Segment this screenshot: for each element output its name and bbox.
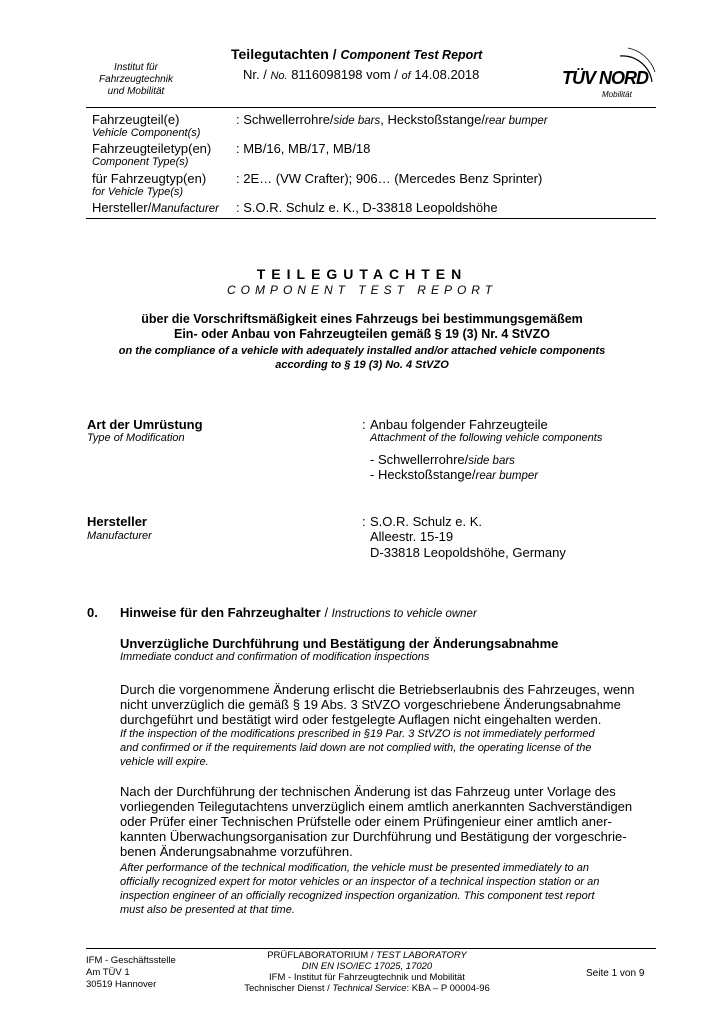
logo-subtext: Mobilität <box>602 90 632 99</box>
manufacturer-colon: : <box>362 514 366 529</box>
paragraph-line: vorliegenden Teilegutachtens unverzüglich einem amtlich anerkannten Sachverständigen <box>120 799 633 814</box>
vehicle-type-label: für Fahrzeugtyp(en) <box>92 171 207 186</box>
report-number: 8116098198 vom / <box>287 67 402 82</box>
paragraph-line: oder Prüfer einer Technischen Prüfstelle oder einem Prüfingenieur einer amtlich aner- <box>120 814 612 829</box>
modification-value-en: Attachment of the following vehicle components <box>370 432 603 444</box>
footer-address-line: 30519 Hannover <box>86 979 157 990</box>
footer-address-line: IFM - Geschäftsstelle <box>86 955 176 966</box>
component-value <box>236 112 548 127</box>
footer-standard: DIN EN ISO/IEC 17025, 17020 <box>301 961 433 972</box>
footer-lab-en: TEST LABORATORY <box>376 950 467 961</box>
modification-item-de: - Schwellerrohre/ <box>370 452 469 467</box>
paragraph-en <box>120 727 660 769</box>
component-value-part: : Schwellerrohre/ <box>236 112 334 127</box>
modification-label: Art der Umrüstung <box>87 417 203 432</box>
institute-line: Institut für <box>114 62 158 73</box>
paragraph-line: must also be presented at that time. <box>120 904 295 916</box>
component-label-en: Vehicle Component(s) <box>92 127 201 139</box>
component-type-value: : MB/16, MB/17, MB/18 <box>236 141 371 156</box>
page-number: Seite 1 von 9 <box>586 968 645 979</box>
manufacturer-label: Hersteller <box>87 514 147 529</box>
modification-item-en: side bars <box>468 455 515 467</box>
footer-service-id: : KBA – P 00004-96 <box>406 983 490 994</box>
modification-item-de: - Heckstoßstange/ <box>370 467 476 482</box>
section-title-de: Hinweise für den Fahrzeughalter <box>120 605 321 620</box>
section-title-en: Instructions to vehicle owner <box>331 608 477 620</box>
nr-label-en: No. <box>270 70 288 82</box>
footer-address <box>86 955 176 991</box>
logo-arc-icon <box>560 42 656 100</box>
footer-service-de: Technischer Dienst / <box>244 983 333 994</box>
vehicle-type-value: : 2E… (VW Crafter); 906… (Mercedes Benz Sprinter) <box>236 171 543 186</box>
footer-lab-de: PRÜFLABORATORIUM / <box>267 950 377 961</box>
footer-lab-info <box>200 950 534 994</box>
paragraph-line: durchgeführt und bestätigt wird oder festgelegte Auflagen nicht eingehalten werden. <box>120 712 602 727</box>
subtitle-en-line: according to § 19 (3) No. 4 StVZO <box>275 359 449 371</box>
modification-item <box>370 452 515 467</box>
component-type-label-en: Component Type(s) <box>92 156 189 168</box>
manufacturer-line: S.O.R. Schulz e. K. <box>370 514 482 529</box>
manufacturer-row-label-en: Manufacturer <box>151 203 220 215</box>
paragraph-line: benen Änderungsabnahme vorzuführen. <box>120 844 353 859</box>
modification-label-en: Type of Modification <box>87 432 185 444</box>
paragraph-en <box>120 861 660 917</box>
report-title-de: Teilegutachten <box>231 46 329 62</box>
header-divider <box>86 107 656 108</box>
manufacturer-label-en: Manufacturer <box>87 530 152 542</box>
footer-service-en: Technical Service <box>332 983 407 994</box>
paragraph-line: Durch die vorgenommene Änderung erlischt die Betriebserlaubnis des Fahrzeuges, wenn <box>120 682 635 697</box>
paragraph-line: nicht unverzüglich die gemäß § 19 Abs. 3 StVZO vorgeschriebene Änderungsabnahme <box>120 697 621 712</box>
manufacturer-line: D-33818 Leopoldshöhe, Germany <box>370 545 566 560</box>
tuv-nord-logo <box>560 42 656 100</box>
section-title <box>120 605 477 620</box>
paragraph-de <box>120 784 660 859</box>
modification-value: Anbau folgender Fahrzeugteile <box>370 417 548 432</box>
paragraph-line: and confirmed or if the requirements laid down are not complied with, the operating license of the <box>120 742 592 754</box>
paragraph-line: inspection engineer of an officially recognized inspection organization. This component test report <box>120 890 595 902</box>
footer-divider <box>86 948 656 949</box>
logo-text: TÜV NORD <box>562 68 648 88</box>
institute-name <box>82 62 190 98</box>
footer-service-line <box>200 983 534 994</box>
subtitle-en-line: on the compliance of a vehicle with adequately installed and/or attached vehicle components <box>118 345 606 357</box>
report-date: 14.08.2018 <box>410 67 480 82</box>
of-label: of <box>401 70 411 82</box>
paragraph-line: If the inspection of the modifications prescribed in §19 Par. 3 StVZO is not immediately performed <box>120 728 595 740</box>
notice-heading: Unverzügliche Durchführung und Bestätigung der Änderungsabnahme <box>120 636 559 651</box>
component-value-part-en: rear bumper <box>485 115 548 127</box>
component-value-part-en: side bars <box>333 115 381 127</box>
manufacturer-row-label <box>92 200 219 215</box>
subtitle-de-line: Ein- oder Anbau von Fahrzeugteilen gemäß § 19 (3) Nr. 4 StVZO <box>174 327 550 341</box>
paragraph-line: kannten Überwachungsorganisation zur Durchführung und Bestätigung der vorgeschrie- <box>120 829 627 844</box>
manufacturer-line: Alleestr. 15-19 <box>370 529 454 544</box>
nr-label: Nr. / <box>243 67 271 82</box>
paragraph-line: vehicle will expire. <box>120 756 209 768</box>
component-type-label: Fahrzeugteiletyp(en) <box>92 141 212 156</box>
title-separator: / <box>328 46 341 62</box>
paragraph-line: After performance of the technical modification, the vehicle must be presented immediately to an <box>120 862 589 874</box>
paragraph-line: Nach der Durchführung der technischen Änderung ist das Fahrzeug unter Vorlage des <box>120 784 616 799</box>
manufacturer-row-label-de: Hersteller/ <box>92 200 152 215</box>
modification-item-en: rear bumper <box>475 470 539 482</box>
report-title <box>231 46 482 62</box>
section-number: 0. <box>87 605 98 620</box>
paragraph-line: officially recognized expert for motor vehicles or an inspector of a technical inspection station or an <box>120 876 600 888</box>
modification-colon: : <box>362 417 366 432</box>
institute-line: Fahrzeugtechnik <box>99 74 173 85</box>
component-label: Fahrzeugteil(e) <box>92 112 180 127</box>
institute-line: und Mobilität <box>107 86 165 97</box>
report-title-en: Component Test Report <box>340 48 483 62</box>
modification-item <box>370 467 538 482</box>
manufacturer-row-value: : S.O.R. Schulz e. K., D-33818 Leopoldshöhe <box>236 200 498 215</box>
footer-institute: IFM - Institut für Fahrzeugtechnik und Mobilität <box>269 972 465 983</box>
section-title-separator: / <box>320 605 332 620</box>
report-number-line <box>243 67 479 82</box>
footer-address-line: Am TÜV 1 <box>86 967 130 978</box>
footer-lab-line <box>200 950 534 961</box>
table-divider <box>86 218 656 219</box>
paragraph-de <box>120 682 660 727</box>
vehicle-type-label-en: for Vehicle Type(s) <box>92 186 184 198</box>
notice-heading-en: Immediate conduct and confirmation of modification inspections <box>120 651 430 663</box>
component-value-part: , Heckstoßstange/ <box>380 112 485 127</box>
document-title: TEILEGUTACHTEN <box>256 266 468 282</box>
document-title-en: COMPONENT TEST REPORT <box>226 283 498 297</box>
subtitle-de-line: über die Vorschriftsmäßigkeit eines Fahrzeugs bei bestimmungsgemäßem <box>141 312 583 326</box>
